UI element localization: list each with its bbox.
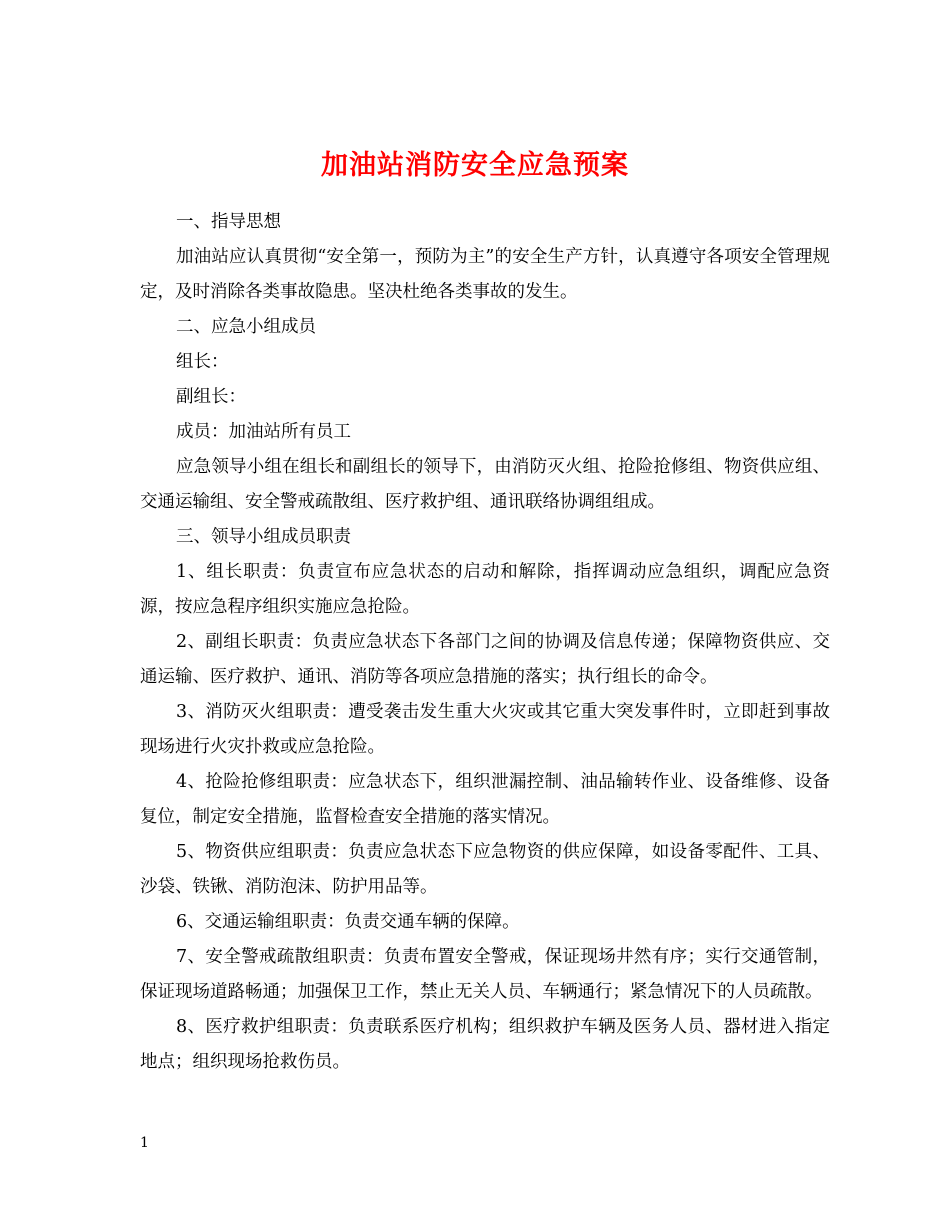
paragraph-guiding-principle: 加油站应认真贯彻“安全第一，预防为主”的安全生产方针，认真遵守各项安全管理规定，及时消除各类事故隐患。坚决杜绝各类事故的发生。 [140,247,830,302]
duty-item-transport-group: 6、交通运输组职责：负责交通车辆的保障。 [176,912,520,932]
duty-item-supply-group: 5、物资供应组职责：负责应急状态下应急物资的供应保障，如设备零配件、工具、沙袋、铁锹、消防泡沫、防护用品等。 [140,842,830,897]
deputy-leader-line: 副组长： [176,387,246,407]
team-leader-line: 组长： [176,352,229,372]
duty-item-leader: 1、组长职责：负责宣布应急状态的启动和解除，指挥调动应急组织，调配应急资源，按应急程序组织实施应急抢险。 [140,562,830,617]
duty-item-deputy-leader: 2、副组长职责：负责应急状态下各部门之间的协调及信息传递；保障物资供应、交通运输、医疗救护、通讯、消防等各项应急措施的落实；执行组长的命令。 [140,632,830,687]
document-body [140,205,830,1080]
duty-item-firefighting-group: 3、消防灭火组职责：遭受袭击发生重大火灾或其它重大突发事件时，立即赶到事故现场进行火灾扑救或应急抢险。 [140,702,830,757]
duty-item-security-evacuation-group: 7、安全警戒疏散组职责：负责布置安全警戒，保证现场井然有序；实行交通管制，保证现场道路畅通；加强保卫工作，禁止无关人员、车辆通行；紧急情况下的人员疏散。 [140,947,830,1002]
page-number: 1 [140,1135,149,1151]
paragraph-team-composition: 应急领导小组在组长和副组长的领导下，由消防灭火组、抢险抢修组、物资供应组、交通运输组、安全警戒疏散组、医疗救护组、通讯联络协调组组成。 [140,457,830,512]
duty-item-repair-group: 4、抢险抢修组职责：应急状态下，组织泄漏控制、油品输转作业、设备维修、设备复位，制定安全措施，监督检查安全措施的落实情况。 [140,772,830,827]
section-heading-responsibilities: 三、领导小组成员职责 [176,527,351,547]
section-heading-guiding-principle: 一、指导思想 [176,212,281,232]
duty-item-medical-group: 8、医疗救护组职责：负责联系医疗机构；组织救护车辆及医务人员、器材进入指定地点；组织现场抢救伤员。 [140,1017,830,1072]
members-line: 成员：加油站所有员工 [176,422,351,442]
section-heading-emergency-team: 二、应急小组成员 [176,317,316,337]
document-title: 加油站消防安全应急预案 [321,150,629,182]
